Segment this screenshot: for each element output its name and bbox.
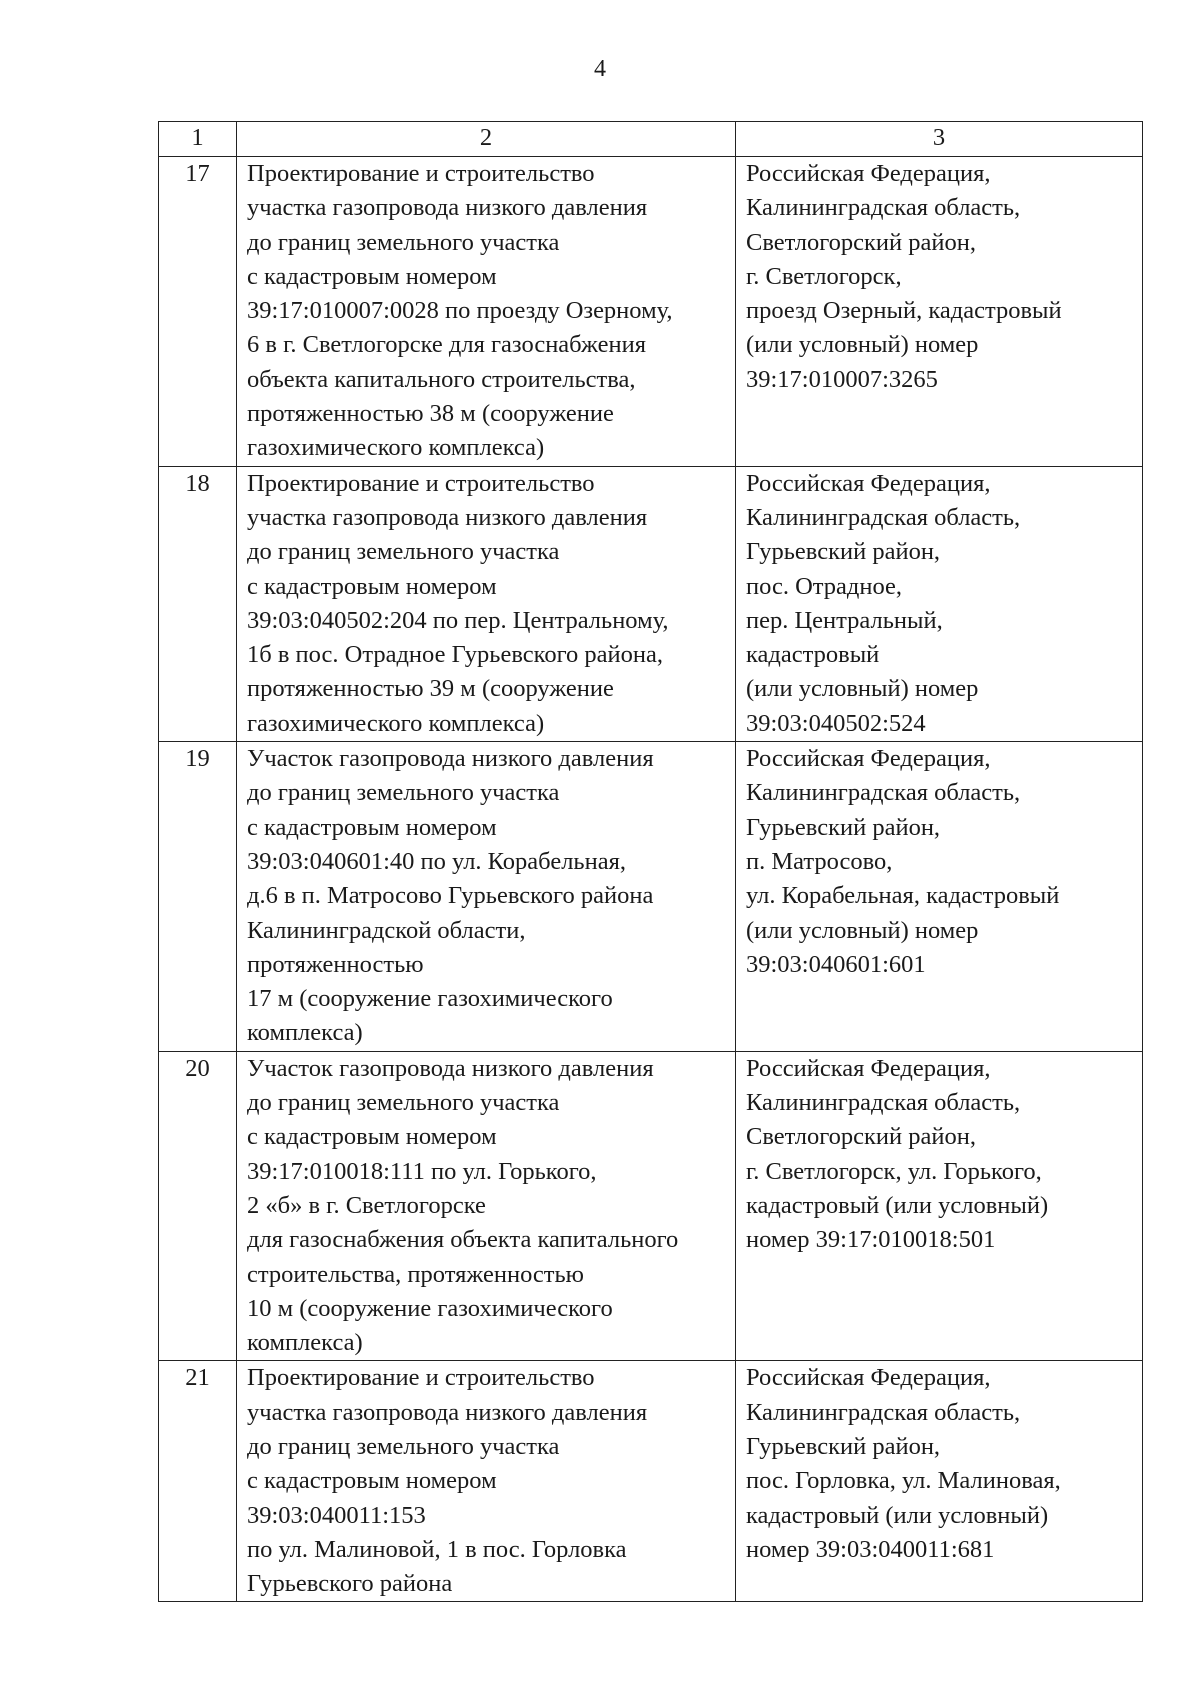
address-line: 39:03:040601:601	[746, 950, 926, 978]
objects-table	[158, 121, 1143, 1602]
row-number: 21	[159, 1361, 237, 1602]
object-description	[237, 1051, 736, 1361]
row-number: 17	[159, 157, 237, 467]
table-header-row	[159, 122, 1143, 157]
description-line: до границ земельного участка	[247, 538, 560, 566]
description-line: Гурьевского района	[247, 1570, 453, 1598]
address-line: Светлогорский район,	[746, 228, 976, 256]
description-line: с кадастровым номером	[247, 572, 497, 600]
object-description	[237, 1361, 736, 1602]
description-line: 39:17:010018:111 по ул. Горького,	[247, 1157, 597, 1185]
address-line: кадастровый	[746, 641, 880, 669]
description-line: 1б в пос. Отрадное Гурьевского района,	[247, 641, 663, 669]
address-line: номер 39:03:040011:681	[746, 1535, 995, 1563]
description-line: 39:03:040011:153	[247, 1501, 426, 1529]
object-description	[237, 157, 736, 467]
description-line: 17 м (сооружение газохимического	[247, 985, 613, 1013]
table-row	[159, 1361, 1143, 1602]
description-line: с кадастровым номером	[247, 262, 497, 290]
description-line: 39:17:010007:0028 по проезду Озерному,	[247, 297, 673, 325]
column-header: 2	[237, 122, 736, 157]
description-line: 6 в г. Светлогорске для газоснабжения	[247, 331, 647, 359]
description-line: до границ земельного участка	[247, 1432, 560, 1460]
address-line: 39:03:040502:524	[746, 709, 926, 737]
description-line: 39:03:040502:204 по пер. Центральному,	[247, 606, 669, 634]
row-number: 19	[159, 742, 237, 1052]
address-line: 39:17:010007:3265	[746, 365, 938, 393]
table-row	[159, 1051, 1143, 1361]
address-line: пос. Горловка, ул. Малиновая,	[746, 1467, 1061, 1495]
description-line: протяженностью 39 м (сооружение	[247, 675, 614, 703]
description-line: участка газопровода низкого давления	[247, 1398, 648, 1426]
description-line: газохимического комплекса)	[247, 709, 545, 737]
address-line: ул. Корабельная, кадастровый	[746, 882, 1060, 910]
object-address	[736, 157, 1143, 467]
address-line: Гурьевский район,	[746, 813, 941, 841]
address-line: Гурьевский район,	[746, 538, 941, 566]
description-line: с кадастровым номером	[247, 1123, 497, 1151]
address-line: проезд Озерный, кадастровый	[746, 297, 1062, 325]
object-address	[736, 1051, 1143, 1361]
description-line: участка газопровода низкого давления	[247, 194, 648, 222]
table-row	[159, 466, 1143, 741]
row-number: 18	[159, 466, 237, 741]
description-line: комплекса)	[247, 1019, 363, 1047]
address-line: Калининградская область,	[746, 503, 1021, 531]
object-description	[237, 466, 736, 741]
address-line: Калининградская область,	[746, 1398, 1021, 1426]
address-line: (или условный) номер	[746, 331, 979, 359]
description-line: для газоснабжения объекта капитального	[247, 1226, 679, 1254]
description-line: Участок газопровода низкого давления	[247, 1054, 654, 1082]
address-line: Российская Федерация,	[746, 160, 991, 187]
address-line: п. Матросово,	[746, 847, 893, 875]
address-line: Российская Федерация,	[746, 745, 991, 773]
description-line: д.6 в п. Матросово Гурьевского района	[247, 882, 654, 910]
description-line: строительства, протяженностью	[247, 1260, 584, 1288]
description-line: по ул. Малиновой, 1 в пос. Горловка	[247, 1535, 627, 1563]
table-row	[159, 157, 1143, 467]
address-line: Российская Федерация,	[746, 1364, 991, 1392]
description-line: 39:03:040601:40 по ул. Корабельная,	[247, 847, 626, 875]
address-line: Российская Федерация,	[746, 469, 991, 497]
object-description	[237, 742, 736, 1052]
address-line: Российская Федерация,	[746, 1054, 991, 1082]
description-line: до границ земельного участка	[247, 779, 560, 807]
description-line: до границ земельного участка	[247, 1089, 560, 1117]
address-line: кадастровый (или условный)	[746, 1501, 1049, 1529]
page-number: 4	[594, 56, 606, 82]
description-line: Проектирование и строительство	[247, 160, 595, 187]
address-line: (или условный) номер	[746, 916, 979, 944]
object-address	[736, 1361, 1143, 1602]
description-line: до границ земельного участка	[247, 228, 560, 256]
address-line: Гурьевский район,	[746, 1432, 941, 1460]
address-line: г. Светлогорск,	[746, 262, 902, 290]
address-line: пер. Центральный,	[746, 606, 943, 634]
address-line: пос. Отрадное,	[746, 572, 903, 600]
object-address	[736, 466, 1143, 741]
column-header: 3	[736, 122, 1143, 157]
column-header: 1	[159, 122, 237, 157]
description-line: Проектирование и строительство	[247, 469, 595, 497]
description-line: объекта капитального строительства,	[247, 365, 636, 393]
address-line: Калининградская область,	[746, 779, 1021, 807]
address-line: номер 39:17:010018:501	[746, 1226, 996, 1254]
description-line: комплекса)	[247, 1329, 363, 1357]
description-line: Участок газопровода низкого давления	[247, 745, 654, 773]
address-line: (или условный) номер	[746, 675, 979, 703]
description-line: участка газопровода низкого давления	[247, 503, 648, 531]
row-number: 20	[159, 1051, 237, 1361]
description-line: газохимического комплекса)	[247, 434, 545, 462]
address-line: кадастровый (или условный)	[746, 1191, 1049, 1219]
description-line: протяженностью	[247, 950, 424, 978]
description-line: с кадастровым номером	[247, 1467, 497, 1495]
description-line: Калининградской области,	[247, 916, 526, 944]
address-line: Калининградская область,	[746, 194, 1021, 222]
table-body	[159, 157, 1143, 1602]
description-line: 2 «б» в г. Светлогорске	[247, 1191, 486, 1219]
address-line: Светлогорский район,	[746, 1123, 976, 1151]
description-line: с кадастровым номером	[247, 813, 497, 841]
address-line: Калининградская область,	[746, 1089, 1021, 1117]
description-line: Проектирование и строительство	[247, 1364, 595, 1392]
description-line: протяженностью 38 м (сооружение	[247, 400, 614, 428]
address-line: г. Светлогорск, ул. Горького,	[746, 1157, 1042, 1185]
description-line: 10 м (сооружение газохимического	[247, 1294, 613, 1322]
object-address	[736, 742, 1143, 1052]
table-row	[159, 742, 1143, 1052]
